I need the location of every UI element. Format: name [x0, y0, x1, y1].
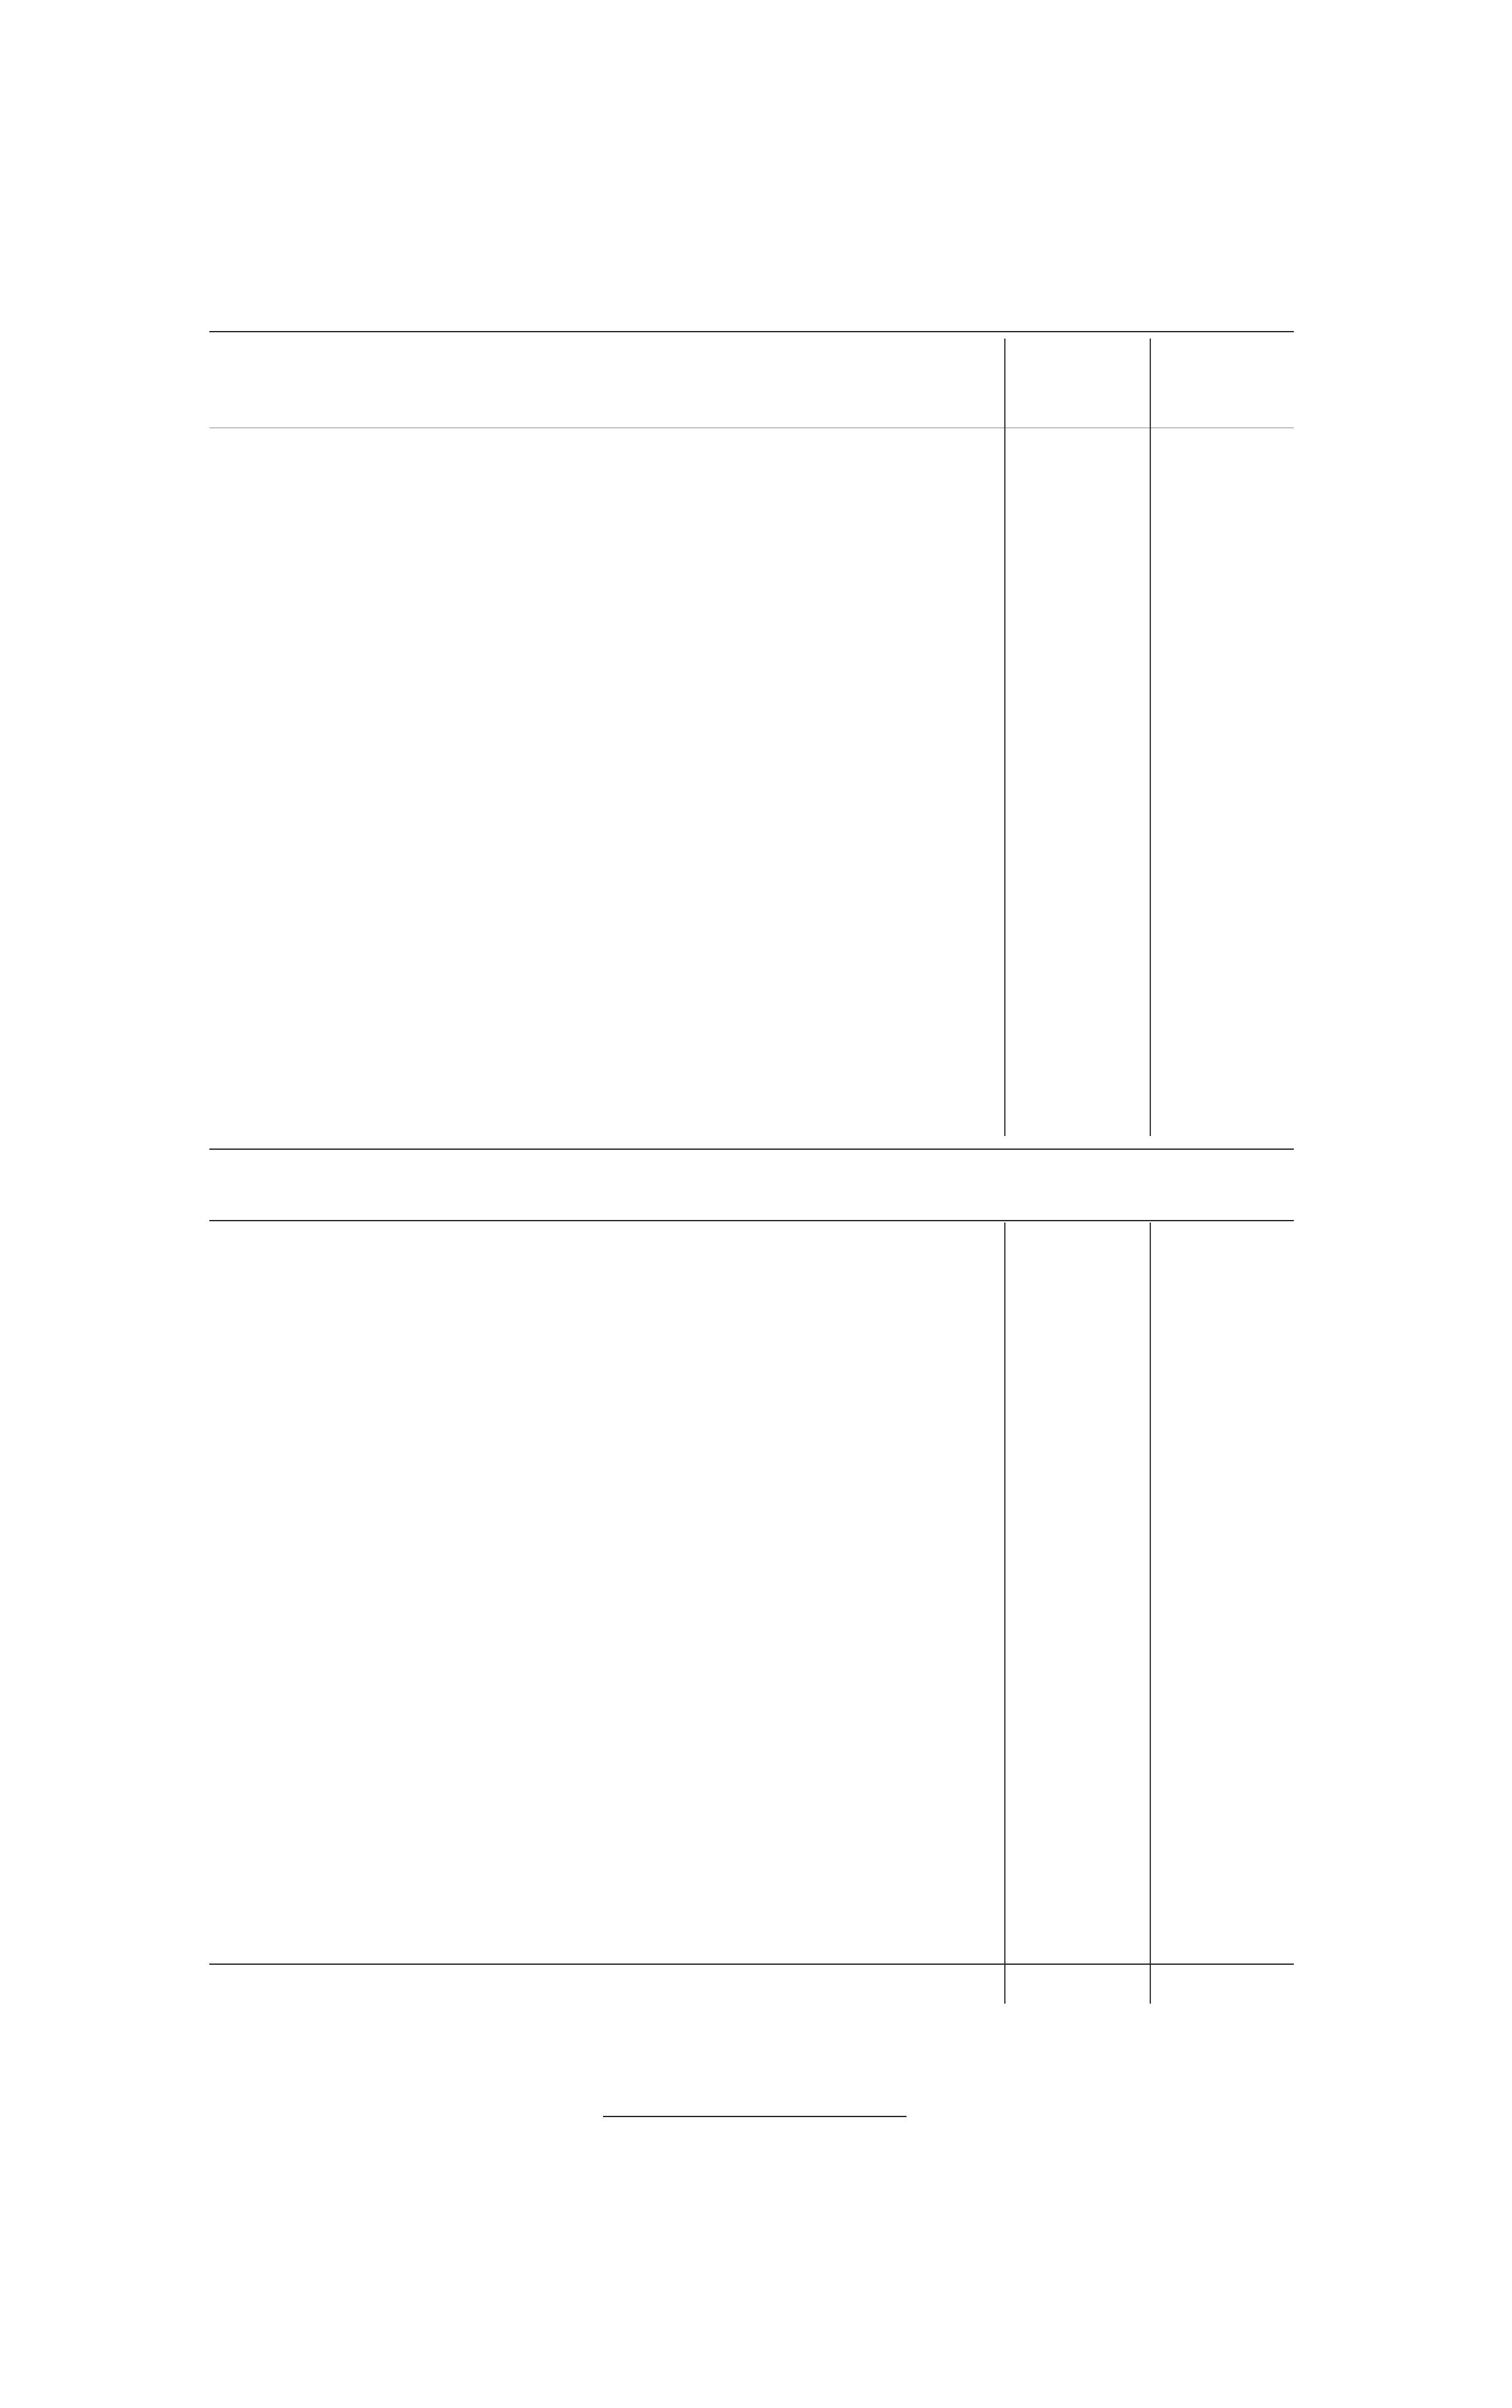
- summary-top-rule: [209, 1220, 1294, 1221]
- col-rule-2: [1150, 339, 1151, 1136]
- summary-col-rule-1: [1004, 1222, 1005, 2004]
- summary-col-rule-2: [1150, 1222, 1151, 2004]
- table-end-rule: [209, 1149, 1294, 1150]
- summary-end-rule: [209, 1964, 1294, 1965]
- table-top-rule: [209, 331, 1294, 332]
- col-rule-1: [1004, 339, 1005, 1136]
- closing-rule: [603, 2116, 906, 2117]
